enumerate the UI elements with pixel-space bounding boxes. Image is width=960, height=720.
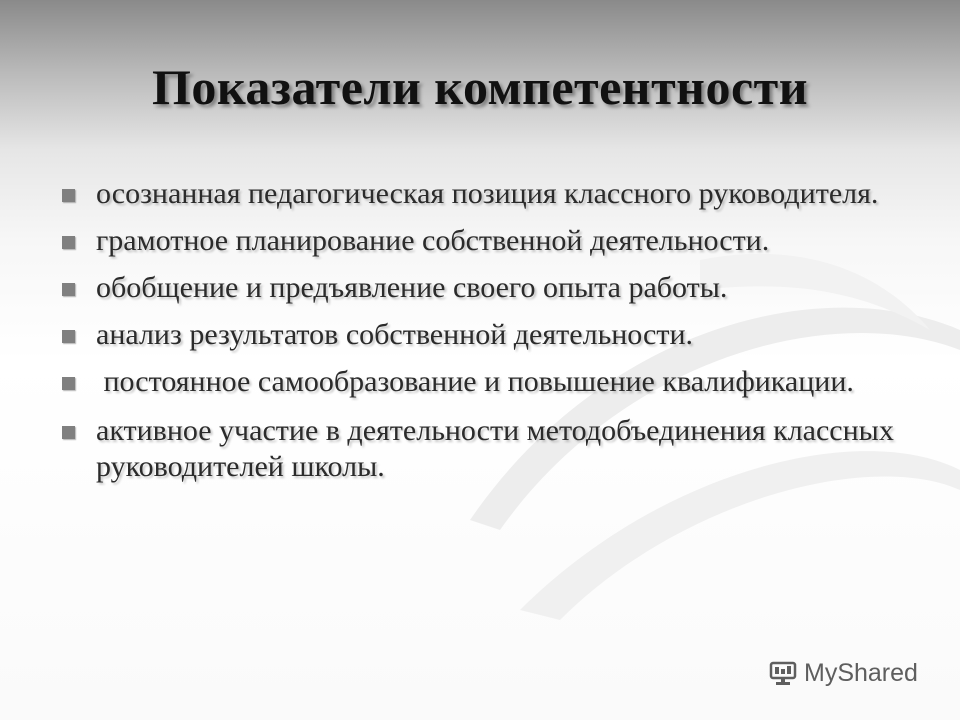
watermark-text: MyShared <box>804 658 918 687</box>
bullet-item <box>62 223 922 259</box>
square-bullet-icon <box>62 377 75 390</box>
bullet-item <box>62 364 922 400</box>
bullet-list <box>62 176 922 496</box>
square-bullet-icon <box>62 189 75 202</box>
square-bullet-icon <box>62 330 75 343</box>
watermark-logo <box>768 656 918 690</box>
bullet-item <box>62 176 922 212</box>
slide-title: Показатели компетентности <box>151 59 809 115</box>
bullet-text: активное участие в деятельности методобъединения классных руководителей школы. <box>96 414 894 483</box>
bullet-text: грамотное планирование собственной деятельности. <box>96 224 770 257</box>
bullet-item <box>62 317 922 353</box>
bullet-text: осознанная педагогическая позиция классного руководителя. <box>96 177 879 210</box>
square-bullet-icon <box>62 236 75 249</box>
bullet-text: анализ результатов собственной деятельности. <box>96 318 694 351</box>
myshared-logo-icon <box>768 658 798 688</box>
bullet-text: постоянное самообразование и повышение квалификации. <box>96 365 854 398</box>
bullet-item <box>62 270 922 306</box>
bullet-item <box>62 413 922 485</box>
square-bullet-icon <box>62 426 75 439</box>
square-bullet-icon <box>62 283 75 296</box>
bullet-text: обобщение и предъявление своего опыта работы. <box>96 271 728 304</box>
